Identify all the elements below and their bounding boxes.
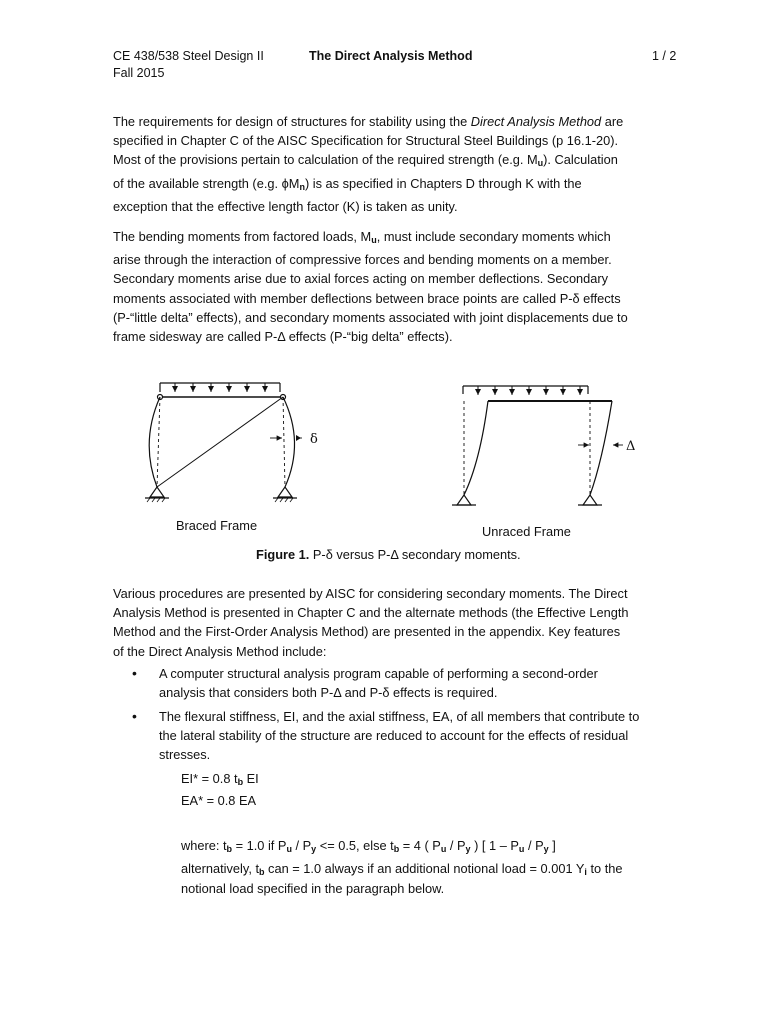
frame-figure — [140, 372, 660, 507]
text-run: EI* = 0.8 t — [181, 771, 238, 786]
subscript: y — [465, 844, 471, 854]
text-line: Various procedures are presented by AISC for considering secondary moments. The Direct — [113, 586, 628, 601]
big-delta-label: Δ — [626, 439, 636, 454]
alternative-note-cont: notional load specified in the paragraph below. — [181, 881, 445, 896]
text-line: specified in Chapter C of the AISC Specification for Structural Steel Buildings (p 16.1-20). — [113, 133, 619, 149]
text-line: Method and the First-Order Analysis Method) are presented in the appendix. Key features — [113, 624, 621, 640]
list-item: stresses. — [159, 747, 211, 762]
small-delta-label: δ — [310, 432, 318, 447]
text-run: can = 1.0 always if an additional notional load = 0.001 Y — [264, 861, 585, 876]
text-run: = 4 ( P — [399, 838, 441, 853]
page-number: 1 / 2 — [652, 49, 677, 63]
text-run: where: t — [181, 838, 227, 853]
ei-equation — [181, 769, 259, 792]
text-run: The requirements for design of structures for stability using the — [113, 114, 471, 129]
subscript: u — [518, 844, 525, 854]
subscript: b — [226, 844, 233, 854]
caption-text: P-δ versus P-Δ secondary moments. — [309, 547, 521, 562]
moments-paragraph — [113, 227, 673, 346]
text-run: are — [601, 114, 624, 129]
intro-paragraph — [113, 112, 673, 216]
text-run: of the available strength (e.g. ϕM — [113, 175, 300, 191]
subscript: u — [371, 235, 377, 245]
procedures-paragraph — [113, 584, 673, 661]
text-line: Analysis Method is presented in Chapter C and the alternate methods (the Effective Length — [113, 605, 629, 621]
braced-frame — [145, 383, 302, 502]
text-run: / P — [291, 838, 312, 853]
subscript: y — [543, 844, 549, 854]
list-item: analysis that considers both P-Δ and P-δ effects is required. — [159, 685, 498, 700]
list-item: the lateral stability of the structure are reduced to account for the effects of residual — [159, 728, 629, 743]
text-run: EI — [243, 771, 259, 786]
subscript: u — [440, 844, 447, 854]
text-run: Most of the provisions pertain to calculation of the required strength (e.g. M — [113, 152, 538, 168]
text-run: ). Calculation — [543, 152, 618, 168]
text-line: of the Direct Analysis Method include: — [113, 643, 327, 659]
text-line: Secondary moments arise due to axial forces acting on member deflections. Secondary — [113, 271, 609, 287]
text-run: = 1.0 if P — [232, 838, 287, 853]
braced-frame-label: Braced Frame — [176, 518, 258, 533]
bullet-marker: • — [132, 708, 137, 724]
text-run: to the — [586, 861, 623, 876]
term-line: Fall 2015 — [113, 66, 165, 80]
subscript: b — [259, 867, 265, 877]
unbraced-frame-label: Unraced Frame — [482, 524, 571, 539]
text-run: / P — [524, 838, 544, 853]
subscript: u — [286, 844, 292, 854]
text-run: The bending moments from factored loads, M — [113, 229, 372, 244]
text-run: <= 0.5, else t — [316, 838, 394, 853]
tb-definition — [181, 836, 556, 859]
text-run: ) is as specified in Chapters D through K with the — [304, 175, 582, 191]
text-line: moments associated with member deflections between brace points are called P-δ effects — [113, 290, 621, 306]
text-run: alternatively, t — [181, 861, 259, 876]
text-run: ) [ 1 – P — [470, 838, 519, 853]
bullet-marker: • — [132, 665, 137, 681]
subscript: u — [537, 158, 544, 169]
ea-equation: EA* = 0.8 EA — [181, 793, 257, 808]
text-run: ] — [548, 838, 556, 853]
text-line: frame sidesway are called P-Δ effects (P-“big delta” effects). — [113, 329, 453, 345]
figure-caption — [256, 547, 521, 562]
page-title: The Direct Analysis Method — [309, 49, 473, 63]
course-info — [113, 48, 264, 82]
subscript: i — [584, 867, 587, 877]
list-item: The flexural stiffness, EI, and the axial stiffness, EA, of all members that contribute to — [159, 709, 640, 724]
list-item: A computer structural analysis program capable of performing a second-order — [159, 666, 598, 681]
text-line: exception that the effective length factor (K) is taken as unity. — [113, 198, 458, 214]
text-run: / P — [446, 838, 466, 853]
subscript: y — [311, 844, 317, 854]
text-line: (P-“little delta” effects), and secondary moments associated with joint displacements due to — [113, 309, 628, 325]
subscript: b — [237, 777, 244, 787]
unbraced-frame — [452, 386, 623, 505]
subscript: b — [393, 844, 400, 854]
caption-label: Figure 1. — [256, 547, 310, 562]
subscript: n — [299, 181, 305, 192]
course-line: CE 438/538 Steel Design II — [113, 49, 264, 63]
text-run: , must include secondary moments which — [376, 229, 611, 244]
bullet-list — [132, 664, 692, 764]
method-name: Direct Analysis Method — [470, 114, 602, 129]
text-line: arise through the interaction of compressive forces and bending moments on a member. — [113, 252, 612, 268]
